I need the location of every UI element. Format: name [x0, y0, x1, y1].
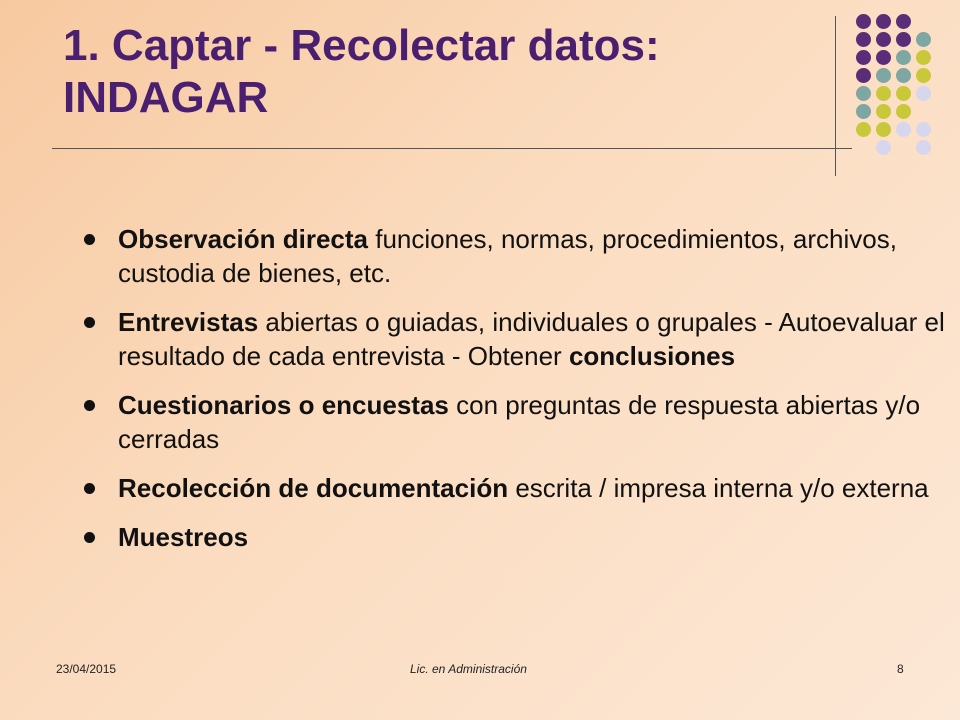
decor-dot	[876, 50, 891, 65]
bullet-text: con preguntas de respuesta abiertas y/o cerradas	[118, 390, 921, 454]
decor-dot	[876, 104, 891, 119]
decor-dot	[876, 32, 891, 47]
bullet-bold-text: Observación directa	[118, 224, 368, 254]
decor-dot	[896, 50, 911, 65]
decor-dot	[856, 122, 871, 137]
bullet-marker	[84, 317, 95, 328]
bullet-text: abiertas o guiadas, individuales o grupales - Autoevaluar el resultado de cada entrevista - Obtener	[118, 307, 945, 371]
decor-dot	[896, 68, 911, 83]
decor-dot	[856, 14, 871, 29]
decor-dot	[916, 140, 931, 155]
bullet-marker	[84, 483, 95, 494]
decor-dot	[896, 32, 911, 47]
bullet-text: funciones, normas, procedimientos, archivos, custodia de bienes, etc.	[118, 224, 897, 288]
bullet-marker	[84, 234, 95, 245]
bullet-text: escrita / impresa interna y/o externa	[508, 473, 929, 503]
list-item	[80, 520, 950, 554]
list-item	[80, 305, 950, 373]
footer-center-text: Lic. en Administración	[410, 662, 527, 676]
bullet-bold-text: Muestreos	[118, 522, 249, 552]
decor-dot	[876, 140, 891, 155]
decor-dot	[916, 50, 931, 65]
decor-dot	[896, 14, 911, 29]
footer-page-number: 8	[897, 662, 904, 676]
bullet-bold-text: Entrevistas	[118, 307, 259, 337]
decor-dot	[876, 122, 891, 137]
decor-dot	[856, 86, 871, 101]
bullet-bold-text-2: conclusiones	[568, 341, 736, 371]
decor-dot	[876, 14, 891, 29]
bullet-list	[80, 222, 950, 569]
decor-dot	[916, 32, 931, 47]
decor-dot	[856, 32, 871, 47]
title-line-1: 1. Captar - Recolectar datos:	[63, 21, 660, 70]
footer-date: 23/04/2015	[56, 662, 117, 676]
decor-dot	[896, 104, 911, 119]
decor-dot	[896, 86, 911, 101]
list-item	[80, 222, 950, 290]
decor-dot	[916, 122, 931, 137]
decor-dot	[856, 68, 871, 83]
decor-dot	[916, 86, 931, 101]
bullet-bold-text: Recolección de documentación	[118, 473, 509, 503]
bullet-bold-text: Cuestionarios o encuestas	[118, 390, 449, 420]
bullet-marker	[84, 400, 95, 411]
decor-dot	[856, 50, 871, 65]
slide-title	[63, 20, 823, 124]
decor-dot	[896, 122, 911, 137]
list-item	[80, 388, 950, 456]
title-divider-horizontal	[52, 148, 852, 149]
decor-dot	[856, 104, 871, 119]
list-item	[80, 471, 950, 505]
decor-dot	[876, 68, 891, 83]
bullet-marker	[84, 532, 95, 543]
decor-dot	[876, 86, 891, 101]
title-line-2: INDAGAR	[63, 73, 269, 122]
title-divider-vertical	[835, 16, 836, 176]
decor-dot	[916, 68, 931, 83]
